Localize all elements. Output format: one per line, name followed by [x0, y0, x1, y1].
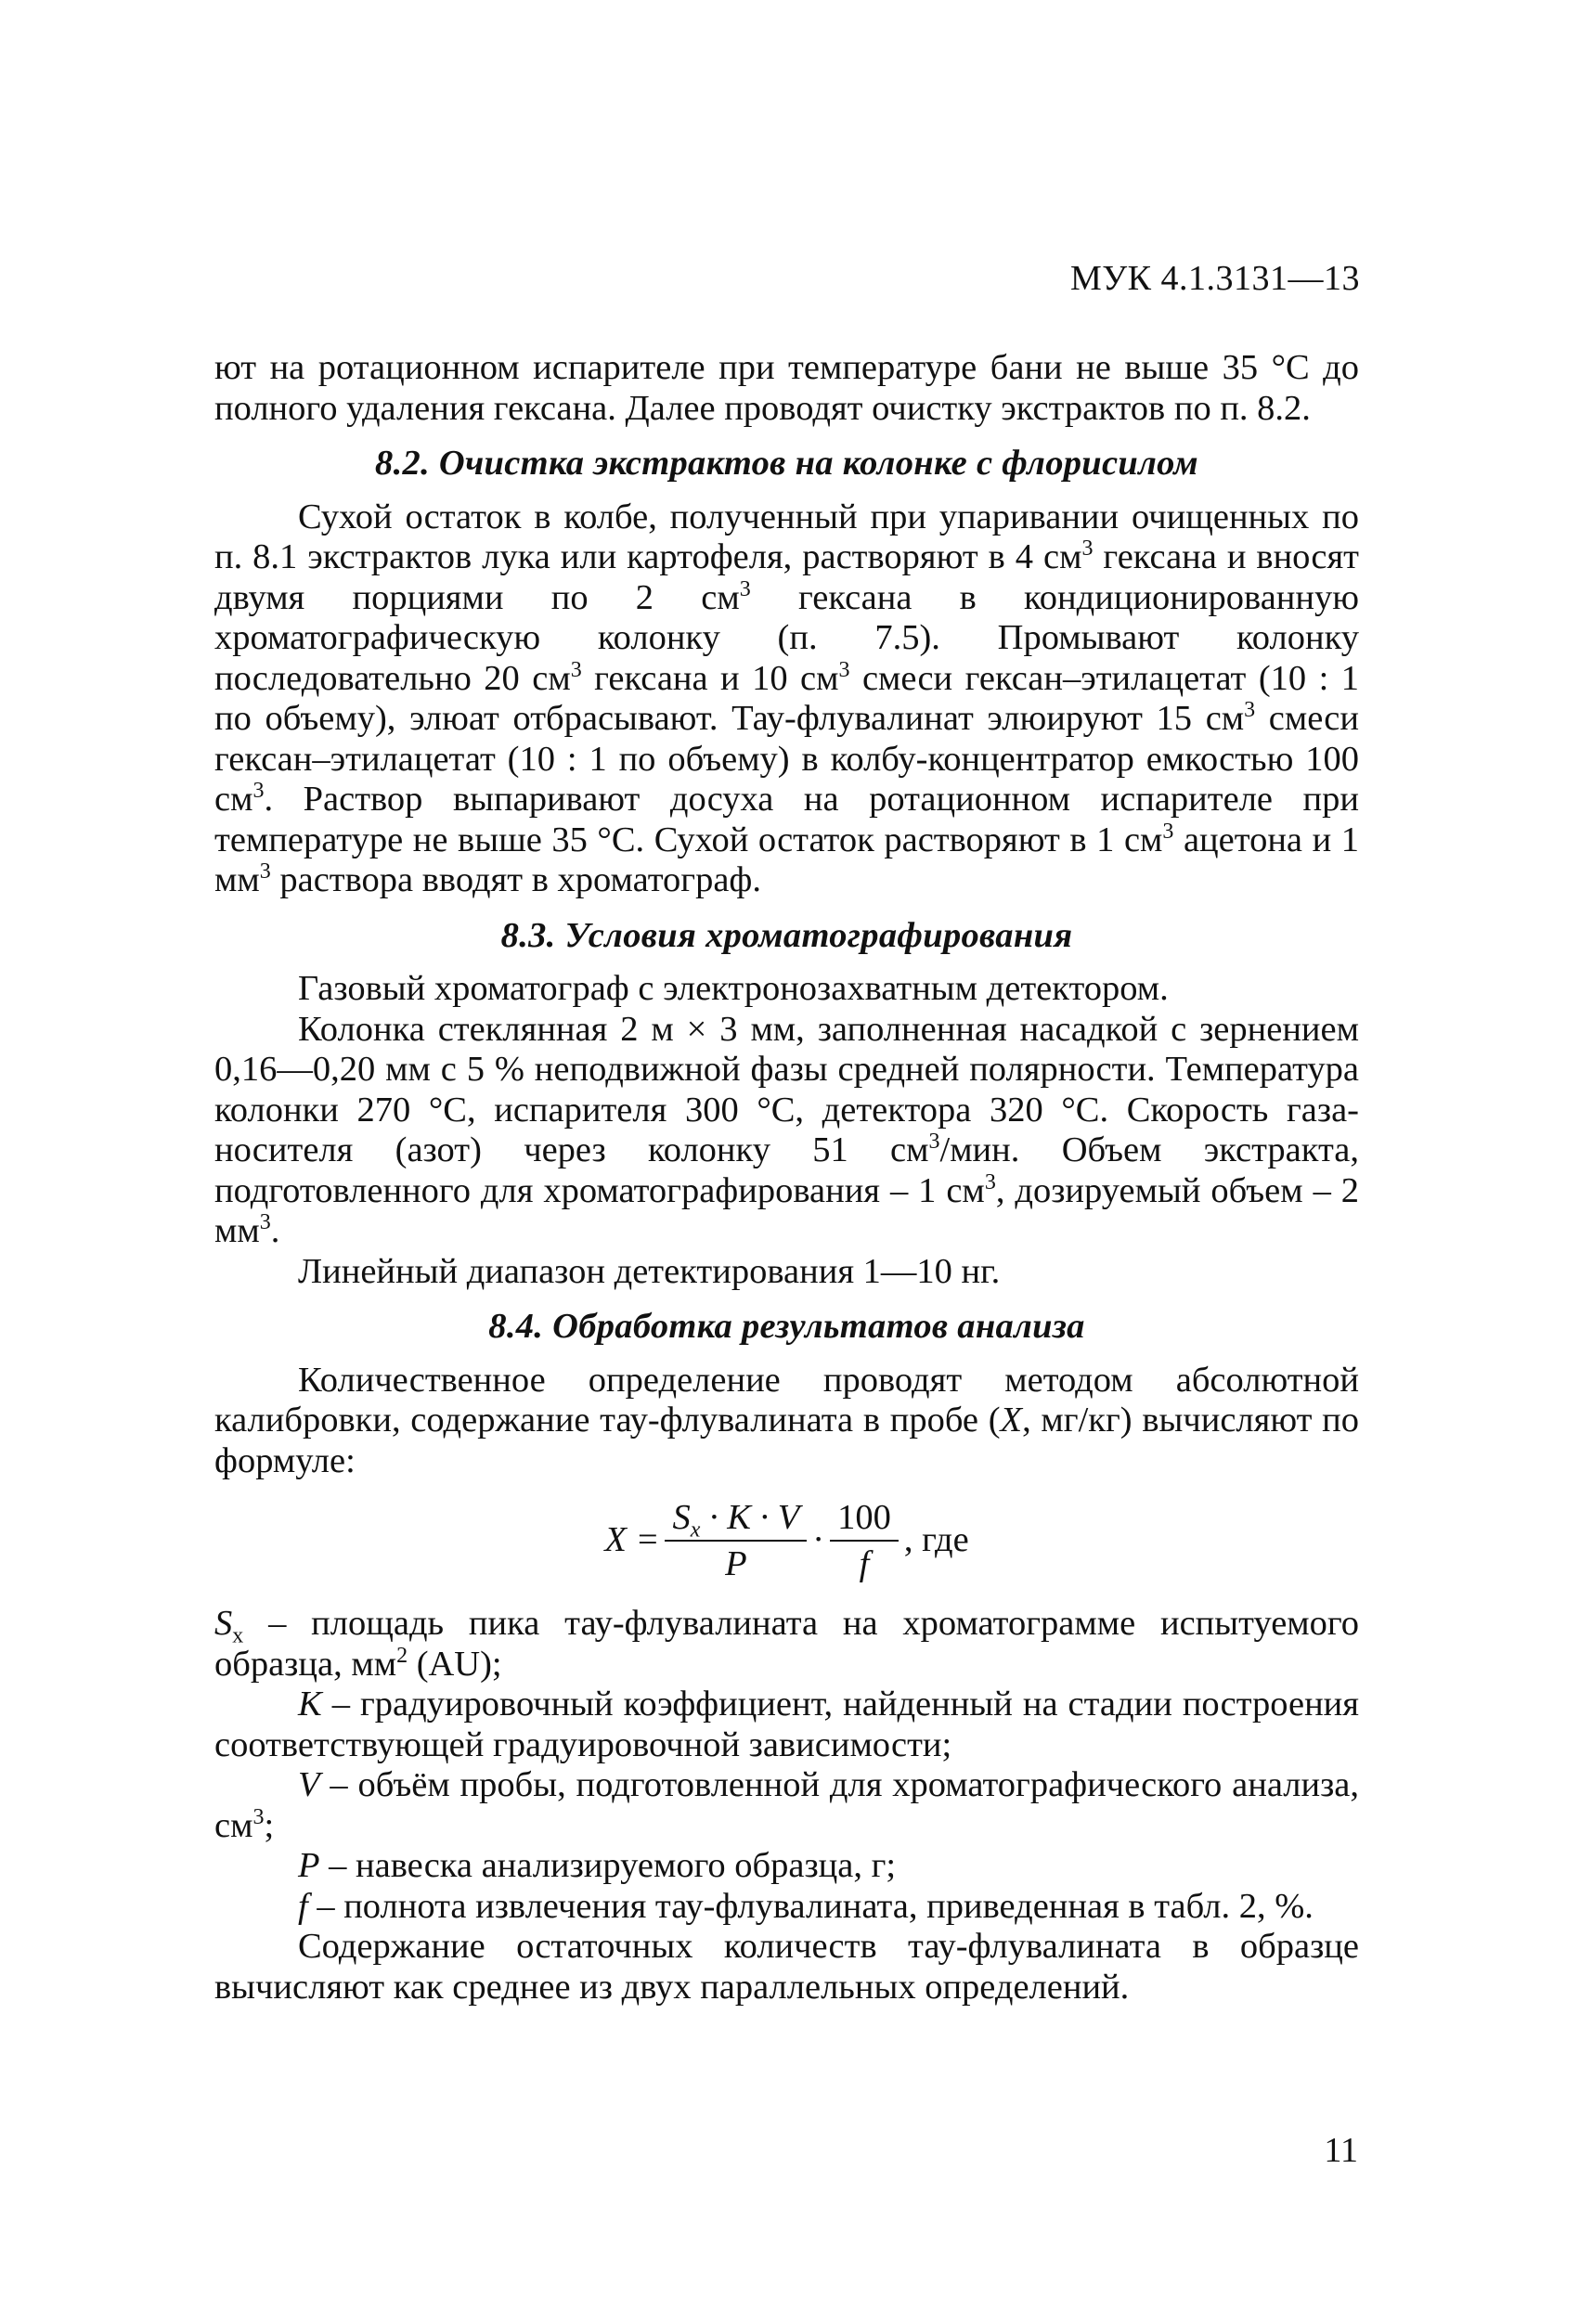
final-paragraph: Содержание остаточных количеств тау-флувалината в образце вычисляют как среднее из двух параллельных определений.	[214, 1927, 1359, 2007]
intro-paragraph: ют на ротационном испарителе при температуре бани не выше 35 °С до полного удаления гексана. Далее проводят очистку экстрактов по п. 8.2.	[214, 348, 1359, 428]
main-text	[214, 348, 1359, 2008]
formula	[214, 1491, 1359, 1591]
formula-denominator-1: P	[725, 1544, 747, 1583]
section-8-2-paragraph: Сухой остаток в колбе, полученный при упаривании очищенных по п. 8.1 экстрактов лука или картофеля, растворяют в 4 $см^3$ гексана и вносят двумя порциями по 2 $см^3$ гексана в кондиционированную хроматографическую колонку (п. 7.5). Промывают колонку последовательно 20 $см^3$ гексана и 10 $см^3$ смеси гексан–этилацетат (10 : 1 по объему), элюат отбрасывают. Тау-флувалинат элюируют 15 $см^3$ смеси гексан–этилацетат (10 : 1 по объему) в колбу-концентратор емкостью 100 $см^3$. Раствор выпаривают досуха на ротационном испарителе при температуре не выше 35 °С. Сухой остаток растворяют в 1 $см^3$ ацетона и 1 $мм^3$ раствора вводят в хроматограф.	[214, 497, 1359, 899]
formula-numerator-2: 100	[830, 1497, 899, 1542]
page-number: 11	[1324, 2131, 1358, 2170]
document-number: МУК 4.1.3131—13	[1069, 259, 1360, 298]
formula-dot: ·	[812, 1520, 825, 1560]
definition-k: K – градуировочный коэффициент, найденный на стадии построения соответствующей градуировочной зависимости;	[214, 1685, 1359, 1764]
section-8-4-title: 8.4. Обработка результатов анализа	[488, 1307, 1085, 1346]
section-8-4-intro: Количественное определение проводят методом абсолютной калибровки, содержание тау-флувалината в пробе (X, мг/кг) вычисляют по формуле:	[214, 1360, 1359, 1480]
definition-p: P – навеска анализируемого образца, г;	[298, 1846, 897, 1885]
section-8-3-range: Линейный диапазон детектирования 1—10 нг.	[298, 1251, 1001, 1291]
formula-numerator-1: $S_x \cdot K \cdot V$	[665, 1497, 807, 1542]
section-8-3-title: 8.3. Условия хроматографирования	[500, 915, 1073, 955]
section-8-3-column: Колонка стеклянная 2 м × 3 мм, заполненная насадкой с зернением 0,16—0,20 мм с 5 % неподвижной фазы средней полярности. Температура колонки 270 °С, испарителя 300 °С, детектора 320 °С. Скорость газа-носителя (азот) через колонку 51 $см^3$/мин. Объем экстракта, подготовленного для хроматографирования – 1 $см^3$, дозируемый объем – 2 $мм^3$.	[214, 1009, 1360, 1250]
section-8-2-title: 8.2. Очистка экстрактов на колонке с флорисилом	[375, 444, 1198, 483]
formula-tail: , где	[903, 1520, 969, 1560]
definition-v: V – объём пробы, подготовленной для хроматографического анализа, $см^3$;	[214, 1765, 1359, 1845]
definition-sx: $S_x$ – площадь пика тау-флувалината на хроматограмме испытуемого образца, $мм^2$ (AU);	[214, 1604, 1359, 1684]
formula-fraction-1	[665, 1497, 807, 1584]
formula-lhs: X =	[604, 1520, 660, 1560]
formula-denominator-2: f	[859, 1544, 870, 1583]
formula-fraction-2	[830, 1497, 899, 1584]
section-8-3-detector: Газовый хроматограф с электронозахватным детектором.	[298, 969, 1169, 1008]
definition-f: f – полнота извлечения тау-флувалината, приведенная в табл. 2, %.	[298, 1886, 1314, 1926]
